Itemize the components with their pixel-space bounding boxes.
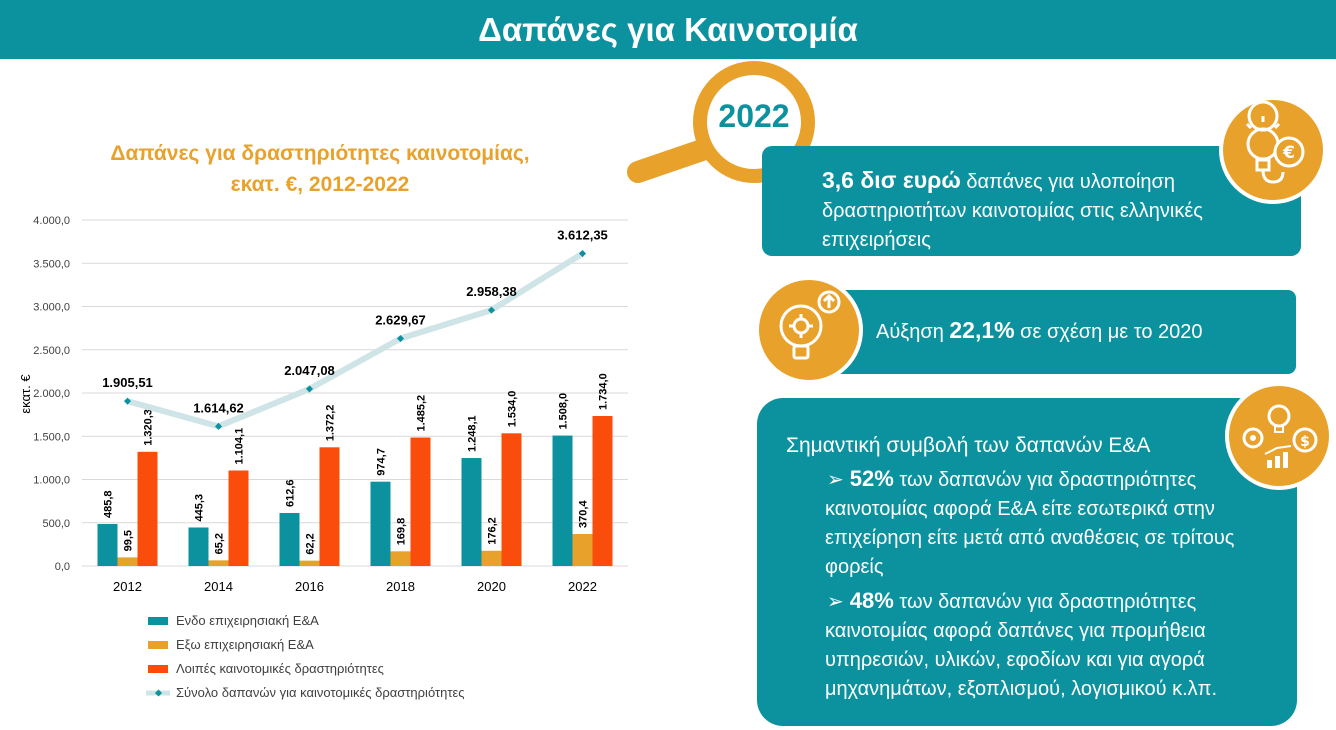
legend-swatch [148, 641, 168, 649]
bar-data-label: 370,4 [577, 500, 590, 528]
x-tick-label: 2012 [113, 579, 142, 594]
lightbulb-euro-icon [1219, 96, 1327, 204]
page-header [0, 0, 1336, 59]
chart-title [60, 138, 580, 200]
bar [229, 470, 249, 566]
bar [482, 551, 502, 566]
page-title: Δαπάνες για Καινοτομία [478, 10, 858, 48]
total-expenditure-amount: 3,6 δισ ευρώ [822, 167, 961, 193]
legend-label: Σύνολο δαπανών για καινοτομικές δραστηριότητες [176, 685, 465, 700]
total-data-label: 2.047,08 [284, 362, 335, 378]
y-tick-label: 3.500,0 [33, 258, 70, 271]
bar-data-label: 485,8 [102, 490, 115, 518]
bar-data-label: 612,6 [284, 479, 297, 508]
bar [280, 513, 300, 566]
arrow-bullet-icon: ➢ [827, 591, 844, 613]
bar-data-label: 176,2 [486, 517, 499, 545]
bar [98, 524, 118, 566]
year-badge: 2022 [718, 98, 790, 134]
bar-data-label: 62,2 [304, 533, 317, 555]
y-tick-label: 1.500,0 [33, 431, 70, 444]
x-tick-label: 2014 [204, 579, 233, 594]
legend-swatch [148, 617, 168, 625]
increase-panel [806, 290, 1296, 374]
y-tick-label: 500,0 [42, 517, 70, 530]
bar [320, 447, 340, 566]
rd-contribution-heading: Σημαντική συμβολή των δαπανών Ε&Α [786, 434, 1151, 457]
rd-bullet-1 [825, 464, 1255, 582]
chart-title-line1: Δαπάνες για δραστηριότητες καινοτομίας, [110, 142, 530, 165]
svg-text:$: $ [1300, 434, 1310, 450]
legend-swatch [148, 665, 168, 673]
y-tick-label: 4.000,0 [33, 215, 70, 227]
bar [300, 561, 320, 566]
total-expenditure-desc: δαπάνες για υλοποίηση δραστηριοτήτων καινοτομίας στις ελληνικές επιχειρήσεις [822, 171, 1203, 251]
x-tick-label: 2018 [386, 579, 415, 594]
y-tick-label: 0,0 [54, 561, 70, 573]
total-expenditure-text [822, 166, 1252, 255]
bar [391, 551, 411, 566]
y-axis-label: εκατ. € [18, 374, 33, 414]
arrow-bullet-icon: ➢ [827, 469, 844, 491]
increase-percent: 22,1% [949, 317, 1015, 343]
bar [371, 482, 391, 566]
bar-data-label: 1.508,0 [557, 392, 570, 430]
x-tick-label: 2020 [477, 579, 506, 594]
y-tick-label: 2.000,0 [33, 388, 70, 400]
bar-data-label: 1.734,0 [597, 373, 610, 411]
bar [502, 433, 522, 566]
total-data-label: 2.629,67 [375, 312, 426, 328]
bar-data-label: 1.372,2 [324, 404, 337, 442]
bar [138, 452, 158, 566]
bar [209, 560, 229, 566]
legend-label: Λοιπές καινοτομικές δραστηριότητες [176, 661, 384, 676]
x-tick-label: 2016 [295, 579, 324, 594]
svg-text:€: € [1283, 143, 1295, 163]
increase-pre: Αύξηση [876, 321, 950, 343]
total-data-label: 3.612,35 [557, 227, 608, 243]
bar [462, 458, 482, 566]
rd-contribution-panel [757, 398, 1297, 726]
bar-data-label: 445,3 [193, 493, 206, 522]
x-tick-label: 2022 [568, 579, 597, 594]
rd-bullet-1-percent: 52% [849, 466, 894, 491]
bar [189, 527, 209, 566]
bar [553, 436, 573, 566]
bar [593, 416, 613, 566]
rd-bullet-2-text: των δαπανών για δραστηριότητες καινοτομίας αφορά δαπάνες για προμήθεια υπηρεσιών, υλικών, εφοδίων και για αγορά μηχανημάτων, εξοπλισμού, λογισμικού κ.λπ. [825, 591, 1218, 700]
increase-text [876, 315, 1203, 347]
bar-data-label: 99,5 [122, 529, 135, 552]
bar-data-label: 65,2 [213, 532, 226, 555]
total-data-label: 2.958,38 [466, 284, 517, 300]
innovation-expenditure-chart [0, 200, 640, 710]
rd-bullet-2-percent: 48% [849, 588, 894, 613]
rd-bullet-2 [825, 586, 1255, 704]
y-tick-label: 3.000,0 [33, 301, 70, 314]
bar-data-label: 1.320,3 [142, 409, 155, 446]
bar-data-label: 1.248,1 [466, 415, 479, 453]
increase-post: σε σχέση με το 2020 [1014, 321, 1203, 343]
bar-data-label: 1.534,0 [506, 390, 519, 428]
bar-data-label: 169,8 [395, 517, 408, 546]
bar-data-label: 1.104,1 [233, 427, 246, 465]
bar [573, 534, 593, 566]
y-tick-label: 2.500,0 [33, 344, 70, 357]
legend-label: Ενδο επιχειρησιακή Ε&Α [176, 613, 319, 628]
bar-data-label: 1.485,2 [415, 394, 428, 432]
bar-data-label: 974,7 [375, 448, 388, 476]
total-data-label: 1.614,62 [193, 400, 244, 416]
total-data-label: 1.905,51 [102, 375, 153, 391]
y-tick-label: 1.000,0 [33, 474, 70, 487]
bar [411, 438, 431, 566]
bar [118, 557, 138, 566]
gear-bulb-chart-icon [1225, 382, 1333, 490]
chart-title-line2: εκατ. €, 2012-2022 [230, 173, 410, 196]
rd-bullet-1-text: των δαπανών για δραστηριότητες καινοτομίας αφορά Ε&Α είτε εσωτερικά στην επιχείρηση είτε μετά από αναθέσεις σε τρίτους φορείς [825, 469, 1235, 578]
legend-label: Εξω επιχειρησιακή Ε&Α [176, 637, 314, 652]
lightbulb-gear-icon [755, 276, 863, 384]
